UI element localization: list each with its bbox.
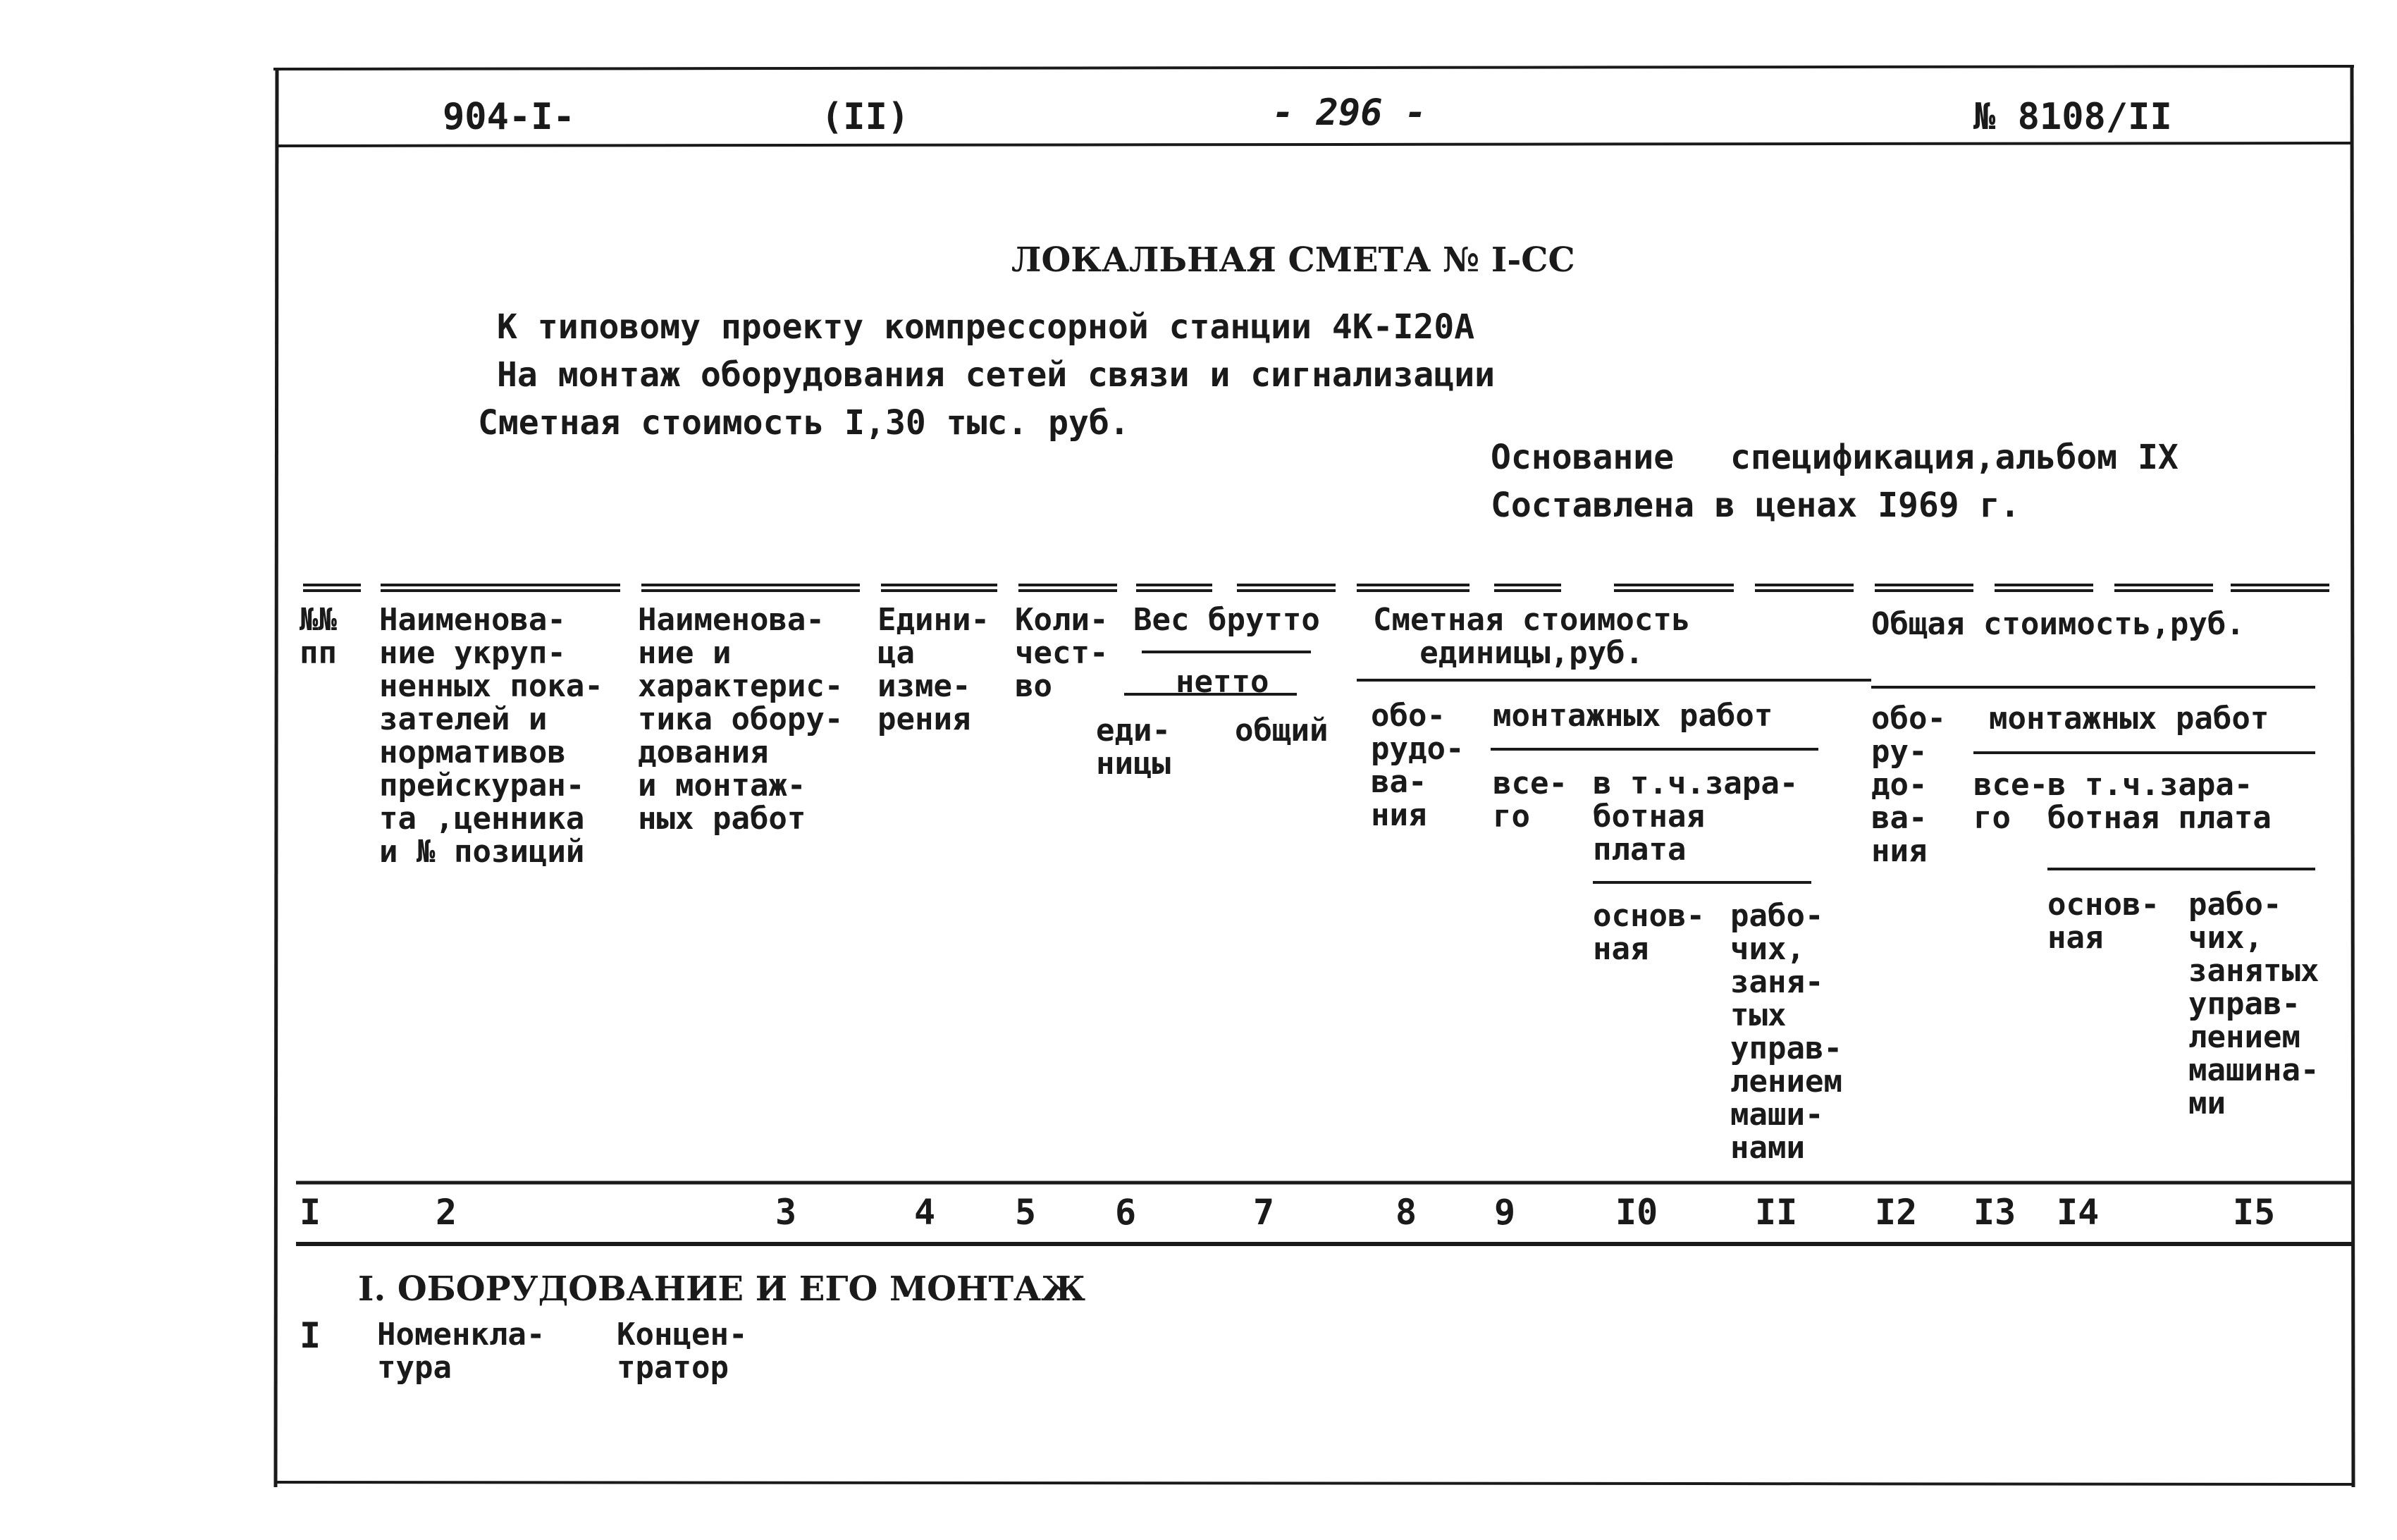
price-level: Составлена в ценах I969 г. [1491, 486, 2021, 525]
header-mount-group: монтажных работ [1493, 698, 1773, 734]
column-number: 6 [1115, 1192, 1137, 1233]
header-col-10: основ- ная [1593, 898, 1705, 967]
header-col-14: основ- ная [2047, 887, 2159, 956]
estimated-cost: Сметная стоимость I,30 тыс. руб. [478, 403, 1130, 443]
estimate-title: ЛОКАЛЬНАЯ СМЕТА № I-СС [1011, 240, 1575, 280]
row-nomenclature: Номенкла- тура [377, 1317, 546, 1386]
column-number: 3 [775, 1192, 797, 1233]
page-number: - 296 - [1272, 92, 1427, 134]
row-number: I [300, 1315, 321, 1356]
header-col-13: все- го [1973, 767, 2048, 836]
work-line: На монтаж оборудования сетей связи и сигнализации [497, 355, 1496, 395]
header-col-12: обо- ру- до- ва- ния [1871, 701, 1946, 869]
column-number: II [1755, 1192, 1798, 1233]
column-number: I5 [2233, 1192, 2276, 1233]
header-col-1: №№ пп [300, 602, 337, 671]
header-col-4: Едини- ца изме- рения [877, 602, 990, 737]
column-number: 4 [914, 1192, 936, 1233]
column-number: I0 [1615, 1192, 1658, 1233]
column-number: 5 [1015, 1192, 1037, 1233]
header-total-cost-group: Общая стоимость,руб. [1871, 606, 2245, 642]
document-number: № 8108/II [1973, 96, 2172, 138]
project-line: К типовому проекту компрессорной станции 4К-I20А [497, 307, 1475, 347]
basis-value: спецификация,альбом IX [1730, 438, 2179, 477]
header-col-6: еди- ницы [1096, 713, 1171, 782]
basis-label: Основание [1491, 438, 1675, 477]
column-number: 9 [1494, 1192, 1516, 1233]
header-col-11: рабо- чих, заня- тых управ- лением маши- нами [1730, 898, 1842, 1166]
header-col-3: Наименова- ние и характерис- тика обору- дования и монтаж- ных работ [638, 602, 844, 837]
header-wage-group: в т.ч.зара- ботная плата [1593, 765, 1799, 868]
header-mount-group-2: монтажных работ [1989, 701, 2269, 737]
project-code: 904-I- [443, 96, 575, 138]
column-number: 2 [436, 1192, 457, 1233]
part-number: (II) [821, 96, 910, 138]
column-number: I2 [1875, 1192, 1918, 1233]
header-weight-group: Вес брутто [1133, 602, 1320, 638]
header-col-7: общий [1235, 713, 1329, 749]
header-col-15: рабо- чих, занятых управ- лением машина- ми [2188, 887, 2319, 1121]
header-col-9: все- го [1493, 765, 1567, 834]
header-col-8: обо- рудо- ва- ния [1371, 698, 1465, 833]
header-col-2: Наименова- ние укруп- ненных пока- зателей и нормативов прейскуран- та ,ценника и № позиций [379, 602, 603, 870]
column-number: 8 [1395, 1192, 1417, 1233]
header-netto: нетто [1176, 664, 1269, 700]
header-unit-cost-group: Сметная стоимость единицы,руб. [1373, 602, 1691, 671]
row-description: Концен- тратор [617, 1317, 748, 1386]
column-number: I4 [2057, 1192, 2100, 1233]
column-number: I [300, 1192, 321, 1233]
column-number: 7 [1253, 1192, 1275, 1233]
header-col-5: Коли- чест- во [1015, 602, 1109, 704]
column-number: I3 [1973, 1192, 2016, 1233]
section-title: I. ОБОРУДОВАНИЕ И ЕГО МОНТАЖ [358, 1269, 1086, 1309]
header-wage-group-2: в т.ч.зара- ботная плата [2047, 767, 2272, 836]
